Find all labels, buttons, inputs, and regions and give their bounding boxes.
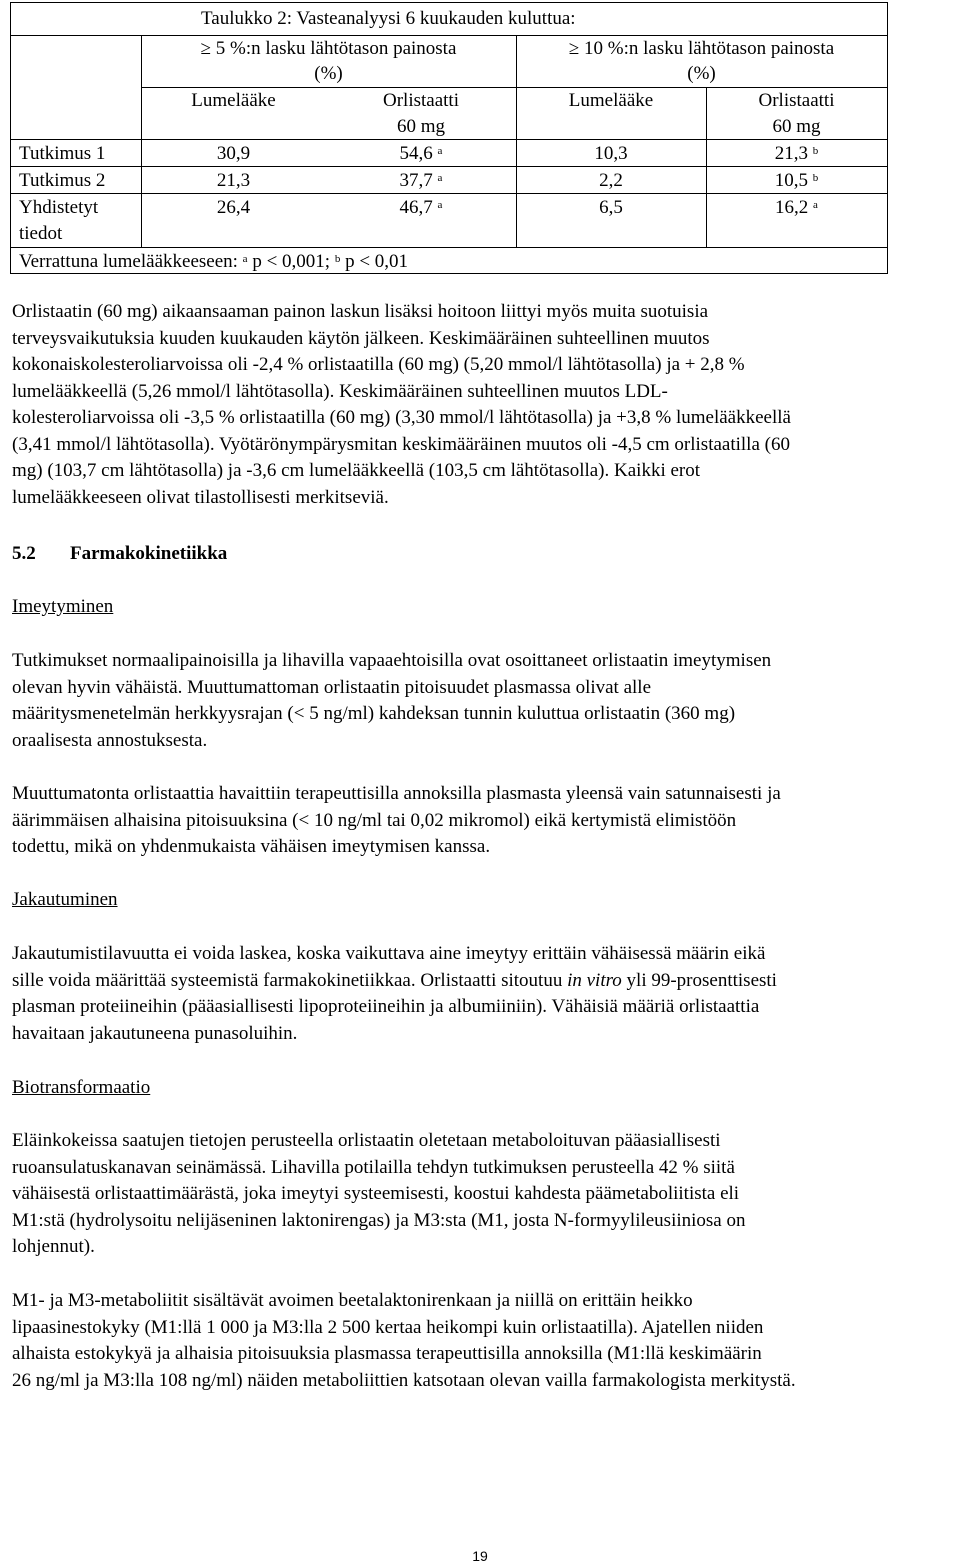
row-label: Tutkimus 2 [19,170,106,191]
text-line: ruoansulatuskanavan seinämässä. Lihavilla potilailla tehdyn tutkimuksen perusteella 42 % siitä [12,1156,735,1178]
text-line: oraalisesta annostuksesta. [12,729,208,751]
column-header: Orlistaatti [758,90,835,111]
column-header-dose: 60 mg [396,116,446,137]
table-footnote: Verrattuna lumelääkkeeseen: $^a$ p < 0,001; $^b$ p < 0,01 [19,251,409,272]
row-label: Tutkimus 1 [19,143,106,164]
section-heading [12,541,227,567]
subheading-biotransformation: Biotransformaatio [12,1077,151,1098]
text-line: terveysvaikutuksia kuuden kuukauden käytön jälkeen. Keskimääräinen suhteellinen muutos [12,327,710,349]
group-header-10pct-unit: (%) [687,63,716,84]
table-cell: 46,7 $^a$ [399,197,443,218]
text-line: (3,41 mmol/l lähtötasolla). Vyötärönympärysmitan keskimääräinen muutos oli -4,5 cm orlistaatilla (60 [12,433,790,455]
text-line: olevan hyvin vähäistä. Muuttumattoman orlistaatin pitoisuudet plasmassa olivat alle [12,676,652,698]
distribution-paragraph: Jakautumistilavuutta ei voida laskea, koska vaikuttava aine imeytyy erittäin vähäisessä määrin eikä sille voida määrittää systeemistä farmakokinetiikkaa. Orlistaatti sitoutuu in vitro yli 99-prosenttisesti plasman proteiineihin (pääasiallisesti lipoproteiineihin ja albumiiniin). Vähäisiä määriä orlistaattia havaitaan jakautuneena punasoluihin. [12,943,777,1044]
text-line: lohjennut). [12,1236,95,1257]
text-line: M1:stä (hydrolysoitu nelijäseninen laktonirengas) ja M3:sta (M1, josta N-formyylileusiiniosa on [12,1209,746,1231]
text-line: lumelääkkeellä (5,26 mmol/l lähtötasolla). Keskimääräinen suhteellinen muutos LDL- [12,380,668,402]
text-line: 26 ng/ml ja M3:lla 108 ng/ml) näiden metaboliittien katsotaan olevan vailla farmakologista merkitystä. [12,1369,796,1391]
table-cell: 10,5 $^b$ [774,170,819,191]
absorption-paragraph-1 [12,648,960,754]
section-title: Farmakokinetiikka [70,543,228,564]
text-line: määritysmenetelmän herkkyysrajan (< 5 ng/ml) kahdeksan tunnin kuluttua orlistaatin (360 mg) [12,703,736,724]
footnote-marker: b [812,145,819,157]
absorption-paragraph-2 [12,781,960,861]
table-cell: 10,3 [594,143,628,164]
table-title: Taulukko 2: Vasteanalyysi 6 kuukauden kuluttua: [201,8,576,29]
row-label: Yhdistetyt [19,197,99,218]
footnote-marker: b [812,172,819,184]
table-cell: 16,2 $^a$ [775,197,818,218]
text-line: Eläinkokeissa saatujen tietojen perusteella orlistaatin oletetaan metaboloituvan pääasiallisesti [12,1130,721,1151]
footnote-marker: a [813,199,818,211]
table-cell: 37,7 $^a$ [399,170,443,191]
subheading-distribution: Jakautuminen [12,889,118,910]
text-line: mg) (103,7 cm lähtötasolla) ja -3,6 cm lumelääkkeellä (103,5 cm lähtötasolla). Kaikki erot [12,460,701,481]
subheading-absorption: Imeytyminen [12,596,114,617]
page-number: 19 [472,1548,488,1564]
table-cell: 30,9 [216,143,251,164]
text-line: M1- ja M3-metaboliitit sisältävät avoimen beetalaktonirenkaan ja niillä on erittäin heikko [12,1290,693,1311]
footnote-marker: a [437,199,443,211]
section-number: 5.2 [12,543,36,564]
text-line: kokonaiskolesteroliarvoissa oli -2,4 % orlistaatilla (60 mg) (5,20 mmol/l lähtötasolla) ja + 2,8 % [12,354,745,375]
column-header-dose: 60 mg [772,116,821,137]
text-line: todettu, mikä on yhdenmukaista vähäisen imeytymisen kanssa. [12,836,491,857]
table-cell: 21,3 $^b$ [774,143,819,164]
footnote-marker: a [437,172,443,184]
intro-paragraph [12,299,960,511]
group-header-10pct: ≥ 10 %:n lasku lähtötason painosta [568,38,835,59]
column-header: Orlistaatti [383,90,459,111]
table-cell: 2,2 [599,170,623,191]
table-cell: 54,6 $^a$ [399,143,443,164]
group-header-5pct-unit: (%) [314,63,343,84]
text-line: kolesteroliarvoissa oli -3,5 % orlistaatilla (60 mg) (3,30 mmol/l lähtötasolla) ja +3,8 % lumelääkkeellä [12,407,791,428]
group-header-5pct: ≥ 5 %:n lasku lähtötason painosta [200,38,457,59]
text-line: äärimmäisen alhaisina pitoisuuksina (< 10 ng/ml tai 0,02 mikromol) eikä kertymistä elimistöön [12,809,737,831]
text-line: Tutkimukset normaalipainoisilla ja lihavilla vapaaehtoisilla ovat osoittaneet orlistaatin imeytymisen [12,650,772,671]
table-cell: 6,5 [599,197,623,218]
text-line: Orlistaatin (60 mg) aikaansaaman painon laskun lisäksi hoitoon liittyi myös muita suotuisia [12,301,709,322]
text-line: lipaasinestokyky (M1:llä 1 000 ja M3:lla 2 500 kertaa heikompi kuin orlistaatilla). Ajatellen niiden [12,1316,764,1338]
biotransformation-paragraph-2 [12,1288,960,1394]
text-line: alhaista estokykyä ja alhaisia pitoisuuksia plasmassa terapeuttisilla annoksilla (M1:llä keskimäärin [12,1343,762,1364]
text-line: Muuttumatonta orlistaattia havaittiin terapeuttisilla annoksilla plasmasta yleensä vain satunnaisesti ja [12,783,781,804]
text-line: lumelääkkeeseen olivat tilastollisesti merkitseviä. [12,486,389,508]
row-label-cont: tiedot [19,223,63,244]
table-cell: 26,4 [216,197,251,218]
text-line: vähäisestä orlistaattimäärästä, joka imeytyi systeemisesti, koostui kahdesta päämetaboliitista eli [12,1183,740,1204]
column-header: Lumelääke [191,90,276,111]
table-cell: 21,3 [216,170,251,191]
biotransformation-paragraph-1 [12,1128,960,1261]
in-vitro-term: in vitro [567,969,622,991]
footnote-marker: a [437,145,443,157]
column-header: Lumelääke [568,90,654,111]
response-analysis-table [10,2,888,274]
